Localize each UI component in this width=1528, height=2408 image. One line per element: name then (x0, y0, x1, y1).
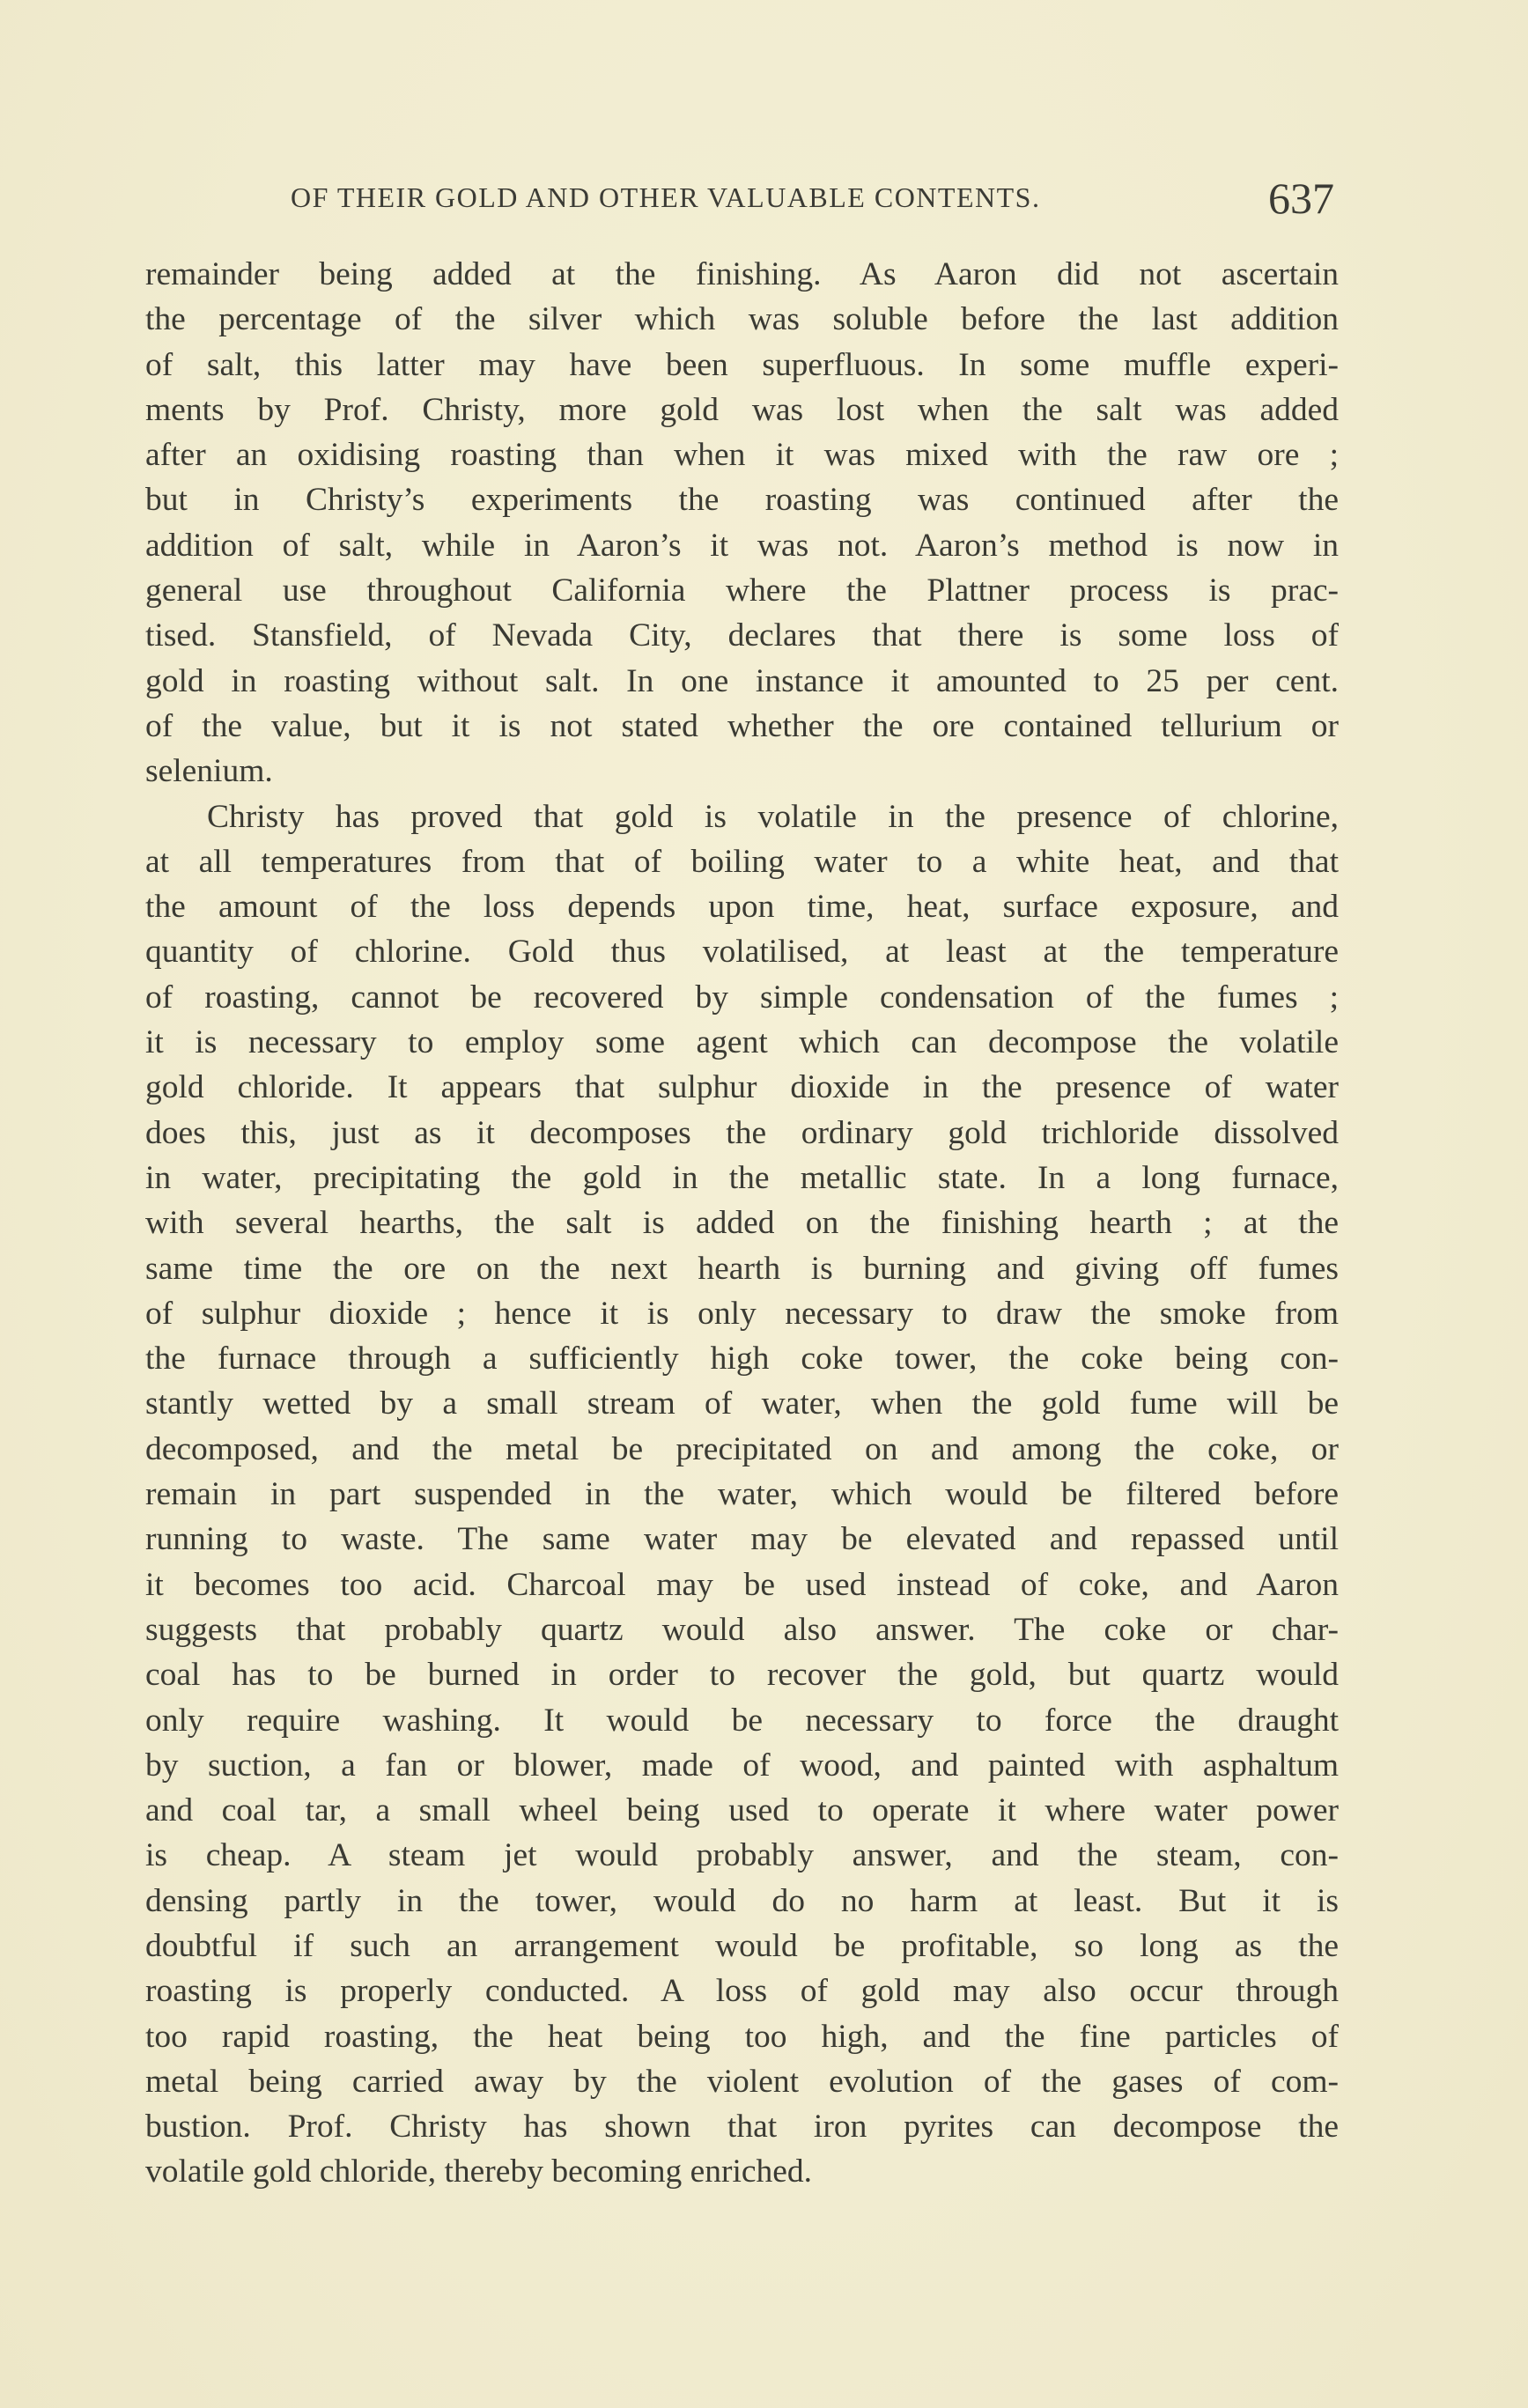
text-line: does this, just as it decomposes the ordinary gold trichloride dissolved (145, 1114, 1339, 1151)
page-number: 637 (1268, 174, 1334, 223)
text-line: metal being carried away by the violent evolution of the gases of com- (145, 2063, 1339, 2100)
running-head (291, 173, 1347, 225)
text-line: bustion. Prof. Christy has shown that iron pyrites can decompose the (145, 2109, 1339, 2146)
text-line: suggests that probably quartz would also answer. The coke or char- (145, 1611, 1339, 1648)
text-line: doubtful if such an arrangement would be profitable, so long as the (145, 1927, 1339, 1964)
text-line: it is necessary to employ some agent which can decompose the volatile (145, 1024, 1339, 1061)
paragraph-2 (145, 794, 1339, 2195)
text-line: stantly wetted by a small stream of water, when the gold fume will be (145, 1385, 1339, 1422)
text-line: Christy has proved that gold is volatile in the presence of chlorine, (207, 798, 1339, 835)
text-line: of salt, this latter may have been superfluous. In some muffle experi- (145, 346, 1339, 383)
text-line: in water, precipitating the gold in the metallic state. In a long furnace, (145, 1159, 1339, 1196)
text-line: too rapid roasting, the heat being too high, and the fine particles of (145, 2018, 1339, 2055)
text-line: tised. Stansfield, of Nevada City, declares that there is some loss of (145, 617, 1339, 654)
text-line: the furnace through a sufficiently high coke tower, the coke being con- (145, 1341, 1339, 1378)
text-line: decomposed, and the metal be precipitated on and among the coke, or (145, 1430, 1339, 1467)
text-line: running to waste. The same water may be elevated and repassed until (145, 1521, 1339, 1558)
text-line: remainder being added at the finishing. As Aaron did not ascertain (145, 256, 1339, 292)
text-line: by suction, a fan or blower, made of wood, and painted with asphaltum (145, 1747, 1339, 1784)
text-line: of the value, but it is not stated whether the ore contained tellurium or (145, 707, 1339, 744)
text-line: volatile gold chloride, thereby becoming enriched. (145, 2153, 813, 2190)
text-line: roasting is properly conducted. A loss of gold may also occur through (145, 1973, 1339, 2010)
text-line: at all temperatures from that of boiling water to a white heat, and that (145, 843, 1339, 880)
body-text (145, 252, 1339, 2195)
text-line: the amount of the loss depends upon time, heat, surface exposure, and (145, 889, 1339, 926)
text-line: selenium. (145, 753, 273, 790)
text-line: densing partly in the tower, would do no harm at least. But it is (145, 1882, 1339, 1919)
text-line: of sulphur dioxide ; hence it is only necessary to draw the smoke from (145, 1295, 1339, 1332)
text-line: the percentage of the silver which was soluble before the last addition (145, 301, 1339, 338)
text-line: with several hearths, the salt is added on the finishing hearth ; at the (145, 1205, 1339, 1242)
text-line: only require washing. It would be necessary to force the draught (145, 1702, 1339, 1739)
text-line: gold in roasting without salt. In one instance it amounted to 25 per cent. (145, 662, 1339, 699)
text-line: coal has to be burned in order to recover the gold, but quartz would (145, 1657, 1339, 1694)
text-line: addition of salt, while in Aaron’s it was not. Aaron’s method is now in (145, 527, 1339, 564)
text-line: quantity of chlorine. Gold thus volatilised, at least at the temperature (145, 934, 1339, 971)
paragraph-1 (145, 252, 1339, 794)
text-line: is cheap. A steam jet would probably answer, and the steam, con- (145, 1837, 1339, 1874)
text-line: remain in part suspended in the water, which would be filtered before (145, 1476, 1339, 1513)
text-line: after an oxidising roasting than when it was mixed with the raw ore ; (145, 437, 1339, 474)
text-line: gold chloride. It appears that sulphur dioxide in the presence of water (145, 1069, 1339, 1106)
text-line: but in Christy’s experiments the roasting was continued after the (145, 482, 1339, 519)
text-line: ments by Prof. Christy, more gold was lost when the salt was added (145, 391, 1339, 428)
text-line: and coal tar, a small wheel being used to operate it where water power (145, 1792, 1339, 1829)
text-line: it becomes too acid. Charcoal may be used instead of coke, and Aaron (145, 1566, 1339, 1603)
running-title: OF THEIR GOLD AND OTHER VALUABLE CONTENTS. (291, 181, 1041, 213)
text-line: same time the ore on the next hearth is burning and giving off fumes (145, 1250, 1339, 1287)
text-line: general use throughout California where the Plattner process is prac- (145, 572, 1339, 609)
text-line: of roasting, cannot be recovered by simple condensation of the fumes ; (145, 979, 1339, 1016)
